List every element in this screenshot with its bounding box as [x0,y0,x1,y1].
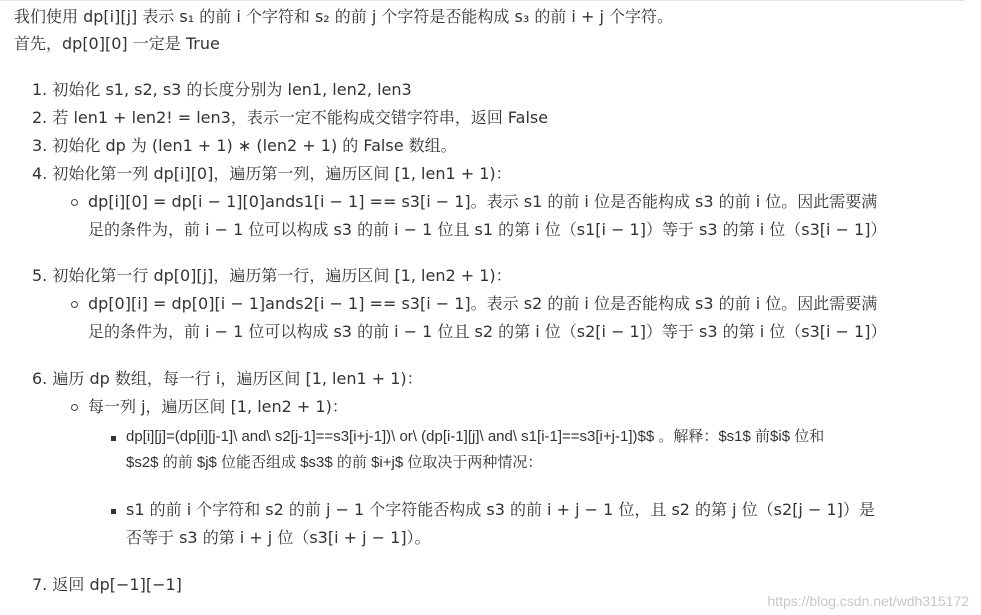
step-6-sub-item: 每一列 j，遍历区间 [1, len2 + 1)： [88,397,348,416]
intro-line-1: 我们使用 dp[i][j] 表示 s₁ 的前 i 个字符和 s₂ 的前 j 个字符是否能构成 s₃ 的前 i + j 个字符。 [14,7,673,26]
step-text: 初始化第一列 dp[i][0]，遍历第一列，遍历区间 [1, len1 + 1)： [52,164,512,183]
step-text: 初始化第一行 dp[0][j]，遍历第一行，遍历区间 [1, len2 + 1)： [52,266,512,285]
step-number: 4. [32,164,48,183]
step-3 [32,135,457,157]
watermark: https://blog.csdn.net/wdh315172 [767,593,969,609]
step-5-detail-line-1: dp[0][i] = dp[0][i − 1]ands2[i − 1] == s3[i − 1]。表示 s2 的前 i 位是否能构成 s3 的前 i 位。因此需要满 [88,294,878,313]
top-divider [0,0,965,1]
step-4-detail-line-2: 足的条件为，前 i − 1 位可以构成 s3 的前 i − 1 位且 s1 的第 i 位（s1[i − 1]）等于 s3 的第 i 位（s3[i − 1]） [88,220,887,239]
step-7 [32,574,182,596]
step-text: 若 len1 + len2! = len3，表示一定不能构成交错字符串，返回 False [52,108,549,127]
circle-bullet-icon [71,199,78,206]
step-6 [32,368,423,390]
step-text: 初始化 s1, s2, s3 的长度分别为 len1, len2, len3 [52,80,412,99]
square-bullet-icon [111,509,116,514]
step-1 [32,79,412,101]
step-number: 5. [32,266,48,285]
circle-bullet-icon [71,301,78,308]
step-number: 6. [32,369,48,388]
step-number: 7. [32,575,48,594]
step-5 [32,265,512,287]
circle-bullet-icon [71,404,78,411]
step-text: 返回 dp[−1][−1] [52,575,182,594]
step-5-detail-line-2: 足的条件为，前 i − 1 位可以构成 s3 的前 i − 1 位且 s2 的第 i 位（s2[i − 1]）等于 s3 的第 i 位（s3[i − 1]） [88,322,887,341]
step-4 [32,163,512,185]
step-4-detail-line-1: dp[i][0] = dp[i − 1][0]ands1[i − 1] == s3[i − 1]。表示 s1 的前 i 位是否能构成 s3 的前 i 位。因此需要满 [88,192,878,211]
step-2 [32,107,548,129]
intro-line-2: 首先，dp[0][0] 一定是 True [14,34,220,53]
step-6-bullet-1-line-1: dp[i][j]=(dp[i][j-1]\ and\ s2[j-1]==s3[i+j-1])\ or\ (dp[i-1][j]\ and\ s1[i-1]==s3[i+j-1])$$ 。解释：$s1$ 前$i$ 位和 [126,428,825,445]
step-text: 遍历 dp 数组，每一行 i，遍历区间 [1, len1 + 1)： [52,369,423,388]
step-6-bullet-2-line-2: 否等于 s3 的第 i + j 位（s3[i + j − 1]）。 [126,528,431,547]
step-number: 2. [32,108,48,127]
step-6-bullet-1-line-2: $s2$ 的前 $j$ 位能否组成 $s3$ 的前 $i+j$ 位取决于两种情况： [126,454,543,471]
step-text: 初始化 dp 为 (len1 + 1) ∗ (len2 + 1) 的 False 数组。 [52,136,457,155]
step-6-bullet-2-line-1: s1 的前 i 个字符和 s2 的前 j − 1 个字符能否构成 s3 的前 i + j − 1 位，且 s2 的第 j 位（s2[j − 1]）是 [126,500,875,519]
step-number: 1. [32,80,48,99]
step-number: 3. [32,136,48,155]
square-bullet-icon [111,436,116,441]
